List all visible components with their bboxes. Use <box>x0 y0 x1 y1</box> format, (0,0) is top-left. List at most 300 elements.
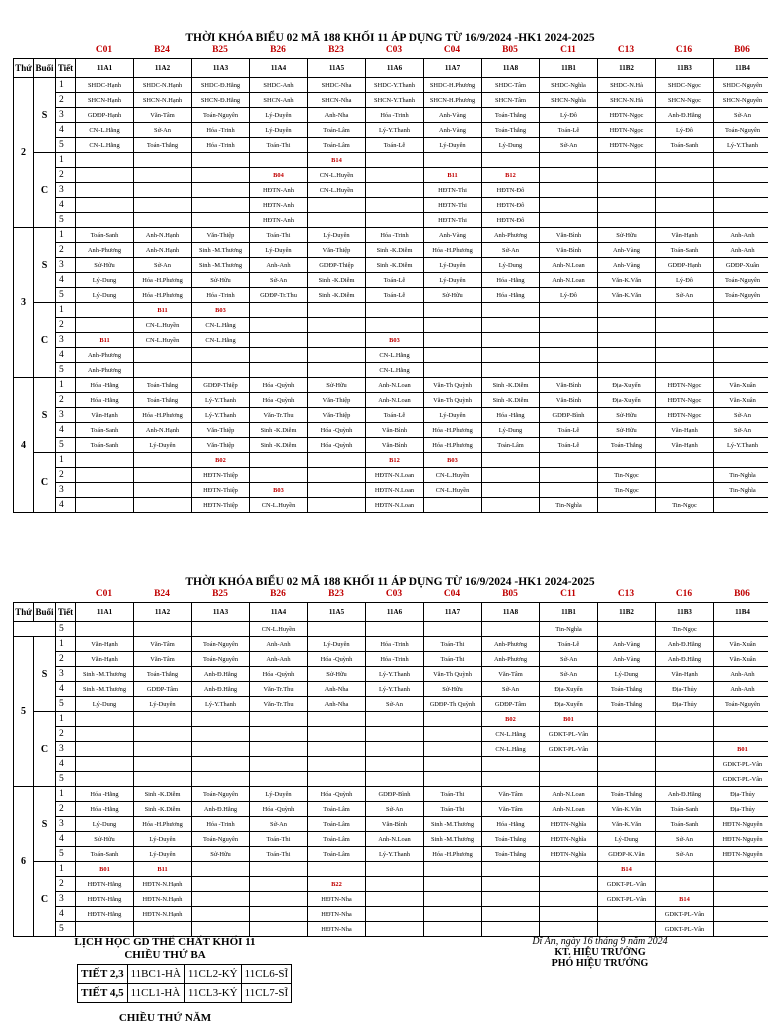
class-header: 11A7 <box>424 603 482 622</box>
lesson-cell: GDĐP-Thiệp <box>308 258 366 273</box>
lesson-cell <box>656 303 714 318</box>
timetable-row <box>14 787 768 802</box>
lesson-cell: Văn-Thiệp <box>192 423 250 438</box>
timetable-row <box>14 258 768 273</box>
class-header: 11A1 <box>76 59 134 78</box>
lesson-cell: B14 <box>656 892 714 907</box>
day-cell: 6 <box>14 787 34 937</box>
lesson-cell <box>598 712 656 727</box>
room-label: C04 <box>422 44 482 56</box>
room-label: C03 <box>364 44 424 56</box>
lesson-cell: Toán-Lâm <box>482 438 540 453</box>
lesson-cell <box>308 333 366 348</box>
lesson-cell <box>366 757 424 772</box>
lesson-cell <box>714 348 768 363</box>
lesson-cell: SHDC-Nguyên <box>714 78 768 93</box>
period-cell: 5 <box>56 772 76 787</box>
lesson-cell: Lý-Đô <box>540 288 598 303</box>
session-cell: S <box>34 787 56 862</box>
timetable-row <box>14 123 768 138</box>
lesson-cell: Văn-Thiệp <box>308 408 366 423</box>
lesson-cell: HĐTN-Thi <box>424 183 482 198</box>
lesson-cell <box>250 153 308 168</box>
lesson-cell <box>598 622 656 637</box>
lesson-cell <box>714 318 768 333</box>
lesson-cell <box>656 363 714 378</box>
lesson-cell <box>76 727 134 742</box>
lesson-cell: Sử-Hữu <box>598 228 656 243</box>
timetable-row <box>14 483 768 498</box>
lesson-cell: Toán-Thi <box>250 847 308 862</box>
lesson-cell: Lý-Duyên <box>134 847 192 862</box>
lesson-cell: B03 <box>250 483 308 498</box>
period-cell: 4 <box>56 273 76 288</box>
lesson-cell <box>308 348 366 363</box>
lesson-cell <box>656 168 714 183</box>
lesson-cell <box>482 892 540 907</box>
lesson-cell <box>598 333 656 348</box>
lesson-cell: Anh-Anh <box>250 652 308 667</box>
sign-date: Dĩ An, ngày 16 tháng 9 năm 2024 <box>500 936 700 947</box>
lesson-cell: Tin-Ngọc <box>598 483 656 498</box>
lesson-cell: SHCN-Nguyên <box>714 93 768 108</box>
lesson-cell <box>598 498 656 513</box>
lesson-cell <box>540 907 598 922</box>
lesson-cell: Sử-An <box>250 817 308 832</box>
lesson-cell: Sử-An <box>134 258 192 273</box>
lesson-cell <box>366 303 424 318</box>
timetable-row <box>14 333 768 348</box>
class-header: 11A2 <box>134 59 192 78</box>
day-cell: 2 <box>14 78 34 228</box>
lesson-cell <box>540 168 598 183</box>
period-cell: 5 <box>56 213 76 228</box>
timetable-row <box>14 637 768 652</box>
lesson-cell: Hóa -Quỳnh <box>308 423 366 438</box>
lesson-cell: Anh-N.Loan <box>366 378 424 393</box>
lesson-cell: Lý-Dung <box>482 258 540 273</box>
lesson-cell: Anh-Phương <box>76 363 134 378</box>
lesson-cell <box>76 318 134 333</box>
lesson-cell: B03 <box>424 453 482 468</box>
lesson-cell <box>134 712 192 727</box>
footer <box>0 934 768 1024</box>
header-session: Buổi <box>34 59 56 78</box>
room-label: C01 <box>74 44 134 56</box>
lesson-cell: Văn-Bình <box>366 438 424 453</box>
lesson-cell: GDKT-PL-Vân <box>714 757 768 772</box>
day-cell: 5 <box>14 637 34 787</box>
lesson-cell: Sử-An <box>540 138 598 153</box>
lesson-cell: HĐTN-N.Loan <box>366 483 424 498</box>
lesson-cell <box>192 877 250 892</box>
lesson-cell: B02 <box>482 712 540 727</box>
lesson-cell <box>424 712 482 727</box>
lesson-cell <box>250 712 308 727</box>
lesson-cell: HĐTN-Anh <box>250 213 308 228</box>
lesson-cell: CN-L.Hằng <box>366 363 424 378</box>
lesson-cell: Anh-Phương <box>76 243 134 258</box>
lesson-cell: Văn-Hạnh <box>76 637 134 652</box>
period-cell: 1 <box>56 228 76 243</box>
lesson-cell <box>656 453 714 468</box>
lesson-cell: HĐTN-Hằng <box>76 892 134 907</box>
lesson-cell: Hóa -Quỳnh <box>250 393 308 408</box>
lesson-cell <box>656 772 714 787</box>
period-cell: 1 <box>56 378 76 393</box>
lesson-cell: Hóa -Trinh <box>366 652 424 667</box>
timetable-row <box>14 168 768 183</box>
lesson-cell: GDĐP-Hạnh <box>656 258 714 273</box>
lesson-cell: Sử-Hữu <box>424 682 482 697</box>
period-cell: 2 <box>56 727 76 742</box>
lesson-cell: Hóa -Hằng <box>76 378 134 393</box>
timetable-row <box>14 93 768 108</box>
lesson-cell: Anh-Anh <box>714 243 768 258</box>
lesson-cell <box>76 213 134 228</box>
lesson-cell: GDKT-PL-Vân <box>714 772 768 787</box>
lesson-cell: Toán-Thi <box>250 832 308 847</box>
lesson-cell: Sinh -K.Diễm <box>308 288 366 303</box>
lesson-cell <box>250 468 308 483</box>
period-cell: 5 <box>56 622 76 637</box>
lesson-cell: Sử-Hữu <box>76 832 134 847</box>
lesson-cell: Toán-Sanh <box>656 802 714 817</box>
lesson-cell <box>540 333 598 348</box>
lesson-cell: Địa-Xuyến <box>598 378 656 393</box>
lesson-cell <box>598 168 656 183</box>
lesson-cell: Toán-Sanh <box>656 243 714 258</box>
period-cell: 2 <box>56 802 76 817</box>
lesson-cell <box>656 483 714 498</box>
lesson-cell: Sinh -M.Thương <box>76 667 134 682</box>
lesson-cell <box>192 862 250 877</box>
lesson-cell: GDKT-PL-Vân <box>598 892 656 907</box>
lesson-cell <box>308 757 366 772</box>
lesson-cell: Sinh -M.Thương <box>424 817 482 832</box>
lesson-cell <box>250 333 308 348</box>
lesson-cell: SHDC-Nha <box>308 78 366 93</box>
lesson-cell: Lý-Y.Thanh <box>366 667 424 682</box>
lesson-cell: HĐTN-Ngọc <box>656 378 714 393</box>
lesson-cell: Lý-Y.Thanh <box>366 123 424 138</box>
lesson-cell: Lý-Y.Thanh <box>366 847 424 862</box>
lesson-cell <box>308 483 366 498</box>
period-cell: 2 <box>56 318 76 333</box>
lesson-cell <box>76 183 134 198</box>
lesson-cell: CN-L.Hằng <box>482 742 540 757</box>
lesson-cell: Toán-Sanh <box>656 138 714 153</box>
period-cell: 3 <box>56 333 76 348</box>
period-cell: 4 <box>56 123 76 138</box>
lesson-cell <box>308 198 366 213</box>
lesson-cell: Anh-Nha <box>308 108 366 123</box>
lesson-cell <box>482 333 540 348</box>
pe-row <box>78 984 292 1003</box>
lesson-cell: Văn-Hạnh <box>656 667 714 682</box>
timetable-row <box>14 423 768 438</box>
lesson-cell <box>656 348 714 363</box>
lesson-cell: Tin-Ngọc <box>656 498 714 513</box>
lesson-cell <box>308 622 366 637</box>
lesson-cell <box>598 198 656 213</box>
lesson-cell: Văn-K.Văn <box>598 802 656 817</box>
lesson-cell: Hóa -H.Phương <box>424 243 482 258</box>
timetable-row <box>14 862 768 877</box>
lesson-cell: Hóa -H.Phương <box>134 288 192 303</box>
lesson-cell <box>424 333 482 348</box>
lesson-cell: Tin-Nghĩa <box>714 468 768 483</box>
lesson-cell: Sử-Hữu <box>192 273 250 288</box>
lesson-cell: Văn-Thiệp <box>192 438 250 453</box>
room-row <box>13 44 767 56</box>
lesson-cell: CN-L.Hằng <box>76 138 134 153</box>
lesson-cell <box>424 303 482 318</box>
lesson-cell: Sử-An <box>656 288 714 303</box>
lesson-cell: Lý-Đô <box>656 123 714 138</box>
lesson-cell <box>424 622 482 637</box>
lesson-cell: Địa-Thủy <box>714 802 768 817</box>
lesson-cell: HĐTN-Nha <box>308 922 366 937</box>
timetable-row <box>14 907 768 922</box>
lesson-cell <box>76 742 134 757</box>
lesson-cell: Hóa -Hằng <box>482 288 540 303</box>
lesson-cell <box>250 862 308 877</box>
lesson-cell: Sử-Hữu <box>76 258 134 273</box>
lesson-cell: HĐTN-Hằng <box>76 877 134 892</box>
lesson-cell: HĐTN-Hằng <box>76 907 134 922</box>
lesson-cell: Anh-Đ.Hằng <box>656 108 714 123</box>
lesson-cell <box>598 213 656 228</box>
lesson-cell: Toán-Thắng <box>134 393 192 408</box>
lesson-cell: SHDC-Tâm <box>482 78 540 93</box>
lesson-cell: Toán-Nguyên <box>192 637 250 652</box>
lesson-cell <box>192 183 250 198</box>
room-label: C13 <box>596 588 656 600</box>
lesson-cell: Anh-Đ.Hằng <box>192 802 250 817</box>
period-cell: 4 <box>56 832 76 847</box>
timetable-row <box>14 228 768 243</box>
lesson-cell: B11 <box>134 303 192 318</box>
lesson-cell <box>134 183 192 198</box>
lesson-cell: Văn-K.Văn <box>598 273 656 288</box>
lesson-cell: B11 <box>424 168 482 183</box>
lesson-cell <box>308 363 366 378</box>
lesson-cell: SHCN-Ngọc <box>656 93 714 108</box>
lesson-cell <box>482 877 540 892</box>
lesson-cell: CN-L.Huyền <box>424 483 482 498</box>
lesson-cell: HĐTN-Ngọc <box>656 408 714 423</box>
lesson-cell: Toán-Lễ <box>540 423 598 438</box>
lesson-cell: Toán-Thắng <box>598 697 656 712</box>
room-label: B24 <box>132 588 192 600</box>
class-header: 11A6 <box>366 603 424 622</box>
lesson-cell: Anh-Phương <box>482 637 540 652</box>
lesson-cell: B14 <box>598 862 656 877</box>
class-header: 11B4 <box>714 603 768 622</box>
lesson-cell: Văn-Xuân <box>714 393 768 408</box>
lesson-cell <box>366 213 424 228</box>
lesson-cell: CN-L.Huyền <box>424 468 482 483</box>
lesson-cell: Anh-Anh <box>250 258 308 273</box>
lesson-cell: Hóa -Trinh <box>192 817 250 832</box>
lesson-cell <box>598 907 656 922</box>
lesson-cell: Văn-Bình <box>540 243 598 258</box>
lesson-cell: Anh-Anh <box>250 637 308 652</box>
lesson-cell: Lý-Duyên <box>250 243 308 258</box>
lesson-cell: Hóa -Trinh <box>192 288 250 303</box>
pe-period-label: TIẾT 4,5 <box>78 984 128 1003</box>
period-cell: 2 <box>56 468 76 483</box>
lesson-cell <box>424 498 482 513</box>
lesson-cell <box>192 168 250 183</box>
lesson-cell: Hóa -H.Phương <box>424 847 482 862</box>
lesson-cell <box>250 363 308 378</box>
room-label: B25 <box>190 588 250 600</box>
lesson-cell: Văn-Th Quỳnh <box>424 667 482 682</box>
period-cell: 5 <box>56 847 76 862</box>
period-cell: 4 <box>56 423 76 438</box>
lesson-cell <box>656 862 714 877</box>
header-period: Tiết <box>56 603 76 622</box>
lesson-cell: Tin-Ngọc <box>656 622 714 637</box>
lesson-cell <box>482 622 540 637</box>
lesson-cell <box>76 168 134 183</box>
lesson-cell: Toán-Thắng <box>598 682 656 697</box>
class-header: 11A7 <box>424 59 482 78</box>
lesson-cell <box>134 483 192 498</box>
period-cell: 4 <box>56 498 76 513</box>
lesson-cell: Sinh -K.Diễm <box>134 802 192 817</box>
lesson-cell <box>540 318 598 333</box>
header-session: Buổi <box>34 603 56 622</box>
lesson-cell <box>192 742 250 757</box>
timetable-row <box>14 183 768 198</box>
lesson-cell: Toán-Thi <box>424 652 482 667</box>
lesson-cell <box>656 213 714 228</box>
lesson-cell: Hóa -Quỳnh <box>308 652 366 667</box>
lesson-cell: SHDC-Nghĩa <box>540 78 598 93</box>
lesson-cell <box>714 892 768 907</box>
lesson-cell: B12 <box>366 453 424 468</box>
header-day: Thứ <box>14 603 34 622</box>
period-cell: 5 <box>56 438 76 453</box>
lesson-cell: Sử-An <box>482 243 540 258</box>
lesson-cell: Sử-An <box>656 847 714 862</box>
lesson-cell <box>714 622 768 637</box>
lesson-cell: Lý-Y.Thanh <box>192 393 250 408</box>
lesson-cell: Sinh -M.Thương <box>192 243 250 258</box>
lesson-cell: B03 <box>366 333 424 348</box>
lesson-cell <box>134 727 192 742</box>
lesson-cell: B11 <box>134 862 192 877</box>
lesson-cell: Lý-Y.Thanh <box>192 697 250 712</box>
lesson-cell: HĐTN-Nguyên <box>714 847 768 862</box>
lesson-cell: CN-L.Huyền <box>134 333 192 348</box>
lesson-cell: HĐTN-Thi <box>424 213 482 228</box>
lesson-cell <box>714 333 768 348</box>
lesson-cell: CN-L.Huyền <box>250 622 308 637</box>
lesson-cell: Anh-Phương <box>76 348 134 363</box>
lesson-cell <box>366 727 424 742</box>
lesson-cell: Anh-Vàng <box>598 243 656 258</box>
lesson-cell: Lý-Dung <box>76 288 134 303</box>
lesson-cell: GDĐP-Th Quỳnh <box>424 697 482 712</box>
session-cell: S <box>34 637 56 712</box>
lesson-cell: Văn-Hạnh <box>656 438 714 453</box>
lesson-cell: Văn-Bình <box>540 228 598 243</box>
lesson-cell: Anh-Phương <box>482 652 540 667</box>
lesson-cell: Sử-An <box>482 682 540 697</box>
lesson-cell: Lý-Duyên <box>134 697 192 712</box>
lesson-cell <box>482 363 540 378</box>
lesson-cell: Hóa -H.Phương <box>424 438 482 453</box>
lesson-cell <box>192 772 250 787</box>
lesson-cell: Văn-Tâm <box>134 108 192 123</box>
lesson-cell: Văn-Tâm <box>134 637 192 652</box>
pe-class-cell: 11CL1-HÀ <box>127 984 184 1003</box>
room-label: B26 <box>248 588 308 600</box>
lesson-cell: Sinh -M.Thương <box>76 682 134 697</box>
period-cell: 1 <box>56 862 76 877</box>
lesson-cell <box>656 333 714 348</box>
lesson-cell: Anh-Đ.Hằng <box>192 667 250 682</box>
lesson-cell: HĐTN-N.Hạnh <box>134 907 192 922</box>
class-header: 11A5 <box>308 603 366 622</box>
lesson-cell <box>308 213 366 228</box>
lesson-cell <box>424 907 482 922</box>
lesson-cell <box>424 757 482 772</box>
lesson-cell <box>656 757 714 772</box>
lesson-cell <box>308 453 366 468</box>
lesson-cell <box>656 742 714 757</box>
lesson-cell: Toán-Nguyên <box>192 108 250 123</box>
lesson-cell: Lý-Dung <box>482 138 540 153</box>
lesson-cell <box>424 892 482 907</box>
lesson-cell <box>76 757 134 772</box>
lesson-cell: Anh-Phương <box>482 228 540 243</box>
lesson-cell: B14 <box>308 153 366 168</box>
lesson-cell <box>250 318 308 333</box>
lesson-cell <box>76 468 134 483</box>
lesson-cell: Anh-Đ.Hằng <box>192 682 250 697</box>
timetable-row <box>14 498 768 513</box>
lesson-cell: Lý-Đô <box>656 273 714 288</box>
lesson-cell: Toán-Lâm <box>308 832 366 847</box>
lesson-cell: GDĐP-Xuân <box>714 258 768 273</box>
lesson-cell: Hóa -Trinh <box>366 108 424 123</box>
lesson-cell: Lý-Duyên <box>308 637 366 652</box>
lesson-cell: Sử-An <box>714 108 768 123</box>
lesson-cell: Hóa -H.Phương <box>134 408 192 423</box>
lesson-cell: HĐTN-Ngọc <box>656 393 714 408</box>
lesson-cell: Anh-Anh <box>714 228 768 243</box>
lesson-cell: GDKT-PL-Vân <box>656 922 714 937</box>
class-header: 11B2 <box>598 59 656 78</box>
lesson-cell <box>656 198 714 213</box>
lesson-cell <box>134 468 192 483</box>
lesson-cell <box>250 727 308 742</box>
lesson-cell: Văn-Xuân <box>714 637 768 652</box>
room-label: C11 <box>538 44 598 56</box>
lesson-cell: Văn-Th Quỳnh <box>424 393 482 408</box>
lesson-cell: B01 <box>714 742 768 757</box>
lesson-cell: Toán-Thi <box>250 228 308 243</box>
lesson-cell <box>424 862 482 877</box>
lesson-cell: Toán-Lâm <box>308 138 366 153</box>
lesson-cell: Lý-Duyên <box>424 408 482 423</box>
lesson-cell: Hóa -Trinh <box>192 123 250 138</box>
